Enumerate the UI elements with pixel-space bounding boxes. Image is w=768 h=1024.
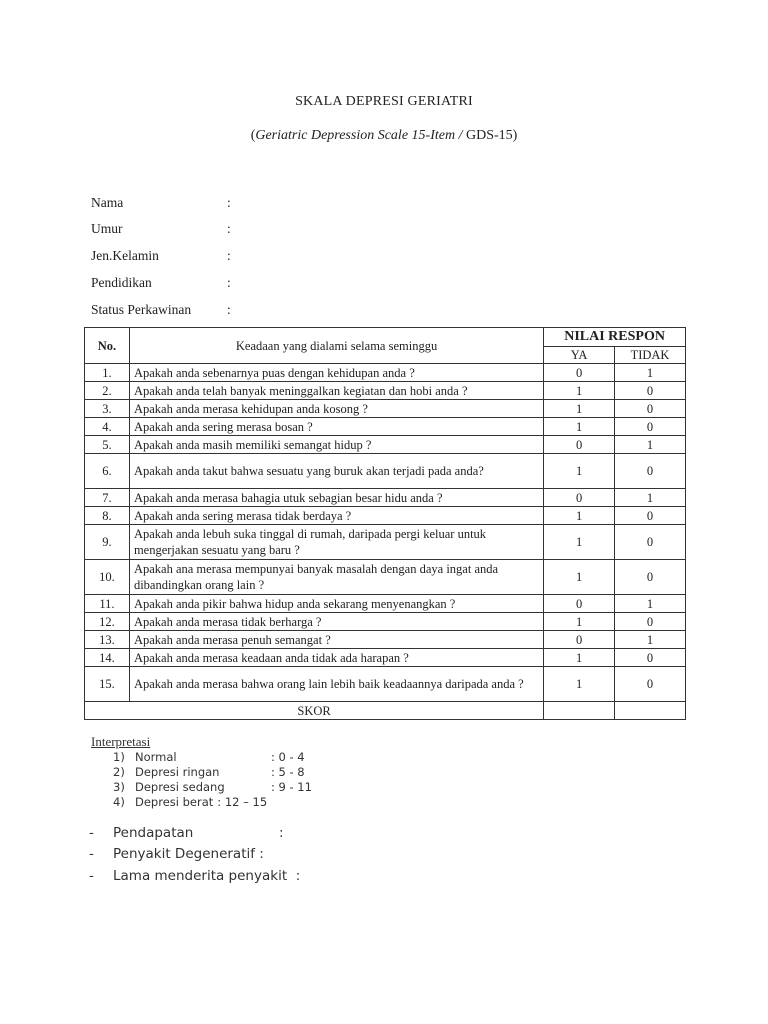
row-tidak: 0 bbox=[615, 454, 686, 489]
item-number: 4) bbox=[113, 795, 125, 809]
item-label: Normal bbox=[135, 750, 177, 764]
header-tidak: TIDAK bbox=[615, 347, 686, 364]
table-row bbox=[85, 649, 686, 667]
interpretasi-item bbox=[113, 750, 312, 765]
extra-field-penyakit bbox=[89, 846, 264, 862]
row-tidak: 1 bbox=[615, 436, 686, 454]
item-value: : 9 - 11 bbox=[271, 780, 312, 794]
row-tidak: 1 bbox=[615, 489, 686, 507]
item-label: Depresi ringan bbox=[135, 765, 220, 779]
info-sep: : bbox=[227, 248, 231, 263]
item-number: 2) bbox=[113, 765, 125, 779]
row-ya: 0 bbox=[544, 595, 615, 613]
row-question: Apakah anda merasa bahwa orang lain lebih baik keadaannya daripada anda ? bbox=[129, 667, 543, 702]
row-question: Apakah anda merasa bahagia utuk sebagian besar hidu anda ? bbox=[129, 489, 543, 507]
extra-label: Penyakit Degeneratif bbox=[113, 846, 255, 862]
row-ya: 1 bbox=[544, 418, 615, 436]
subtitle-rest: GDS-15) bbox=[465, 128, 518, 143]
document-subtitle bbox=[0, 128, 768, 144]
bullet-dash: - bbox=[89, 868, 94, 884]
row-question: Apakah anda merasa tidak berharga ? bbox=[129, 613, 543, 631]
row-ya: 1 bbox=[544, 382, 615, 400]
row-ya: 1 bbox=[544, 525, 615, 560]
row-question: Apakah ana merasa mempunyai banyak masalah dengan daya ingat anda dibandingkan orang lain ? bbox=[129, 560, 543, 595]
row-question: Apakah anda merasa keadaan anda tidak ada harapan ? bbox=[129, 649, 543, 667]
row-ya: 0 bbox=[544, 631, 615, 649]
row-tidak: 0 bbox=[615, 667, 686, 702]
info-label: Nama bbox=[91, 195, 124, 210]
skor-ya-cell[interactable] bbox=[544, 702, 615, 720]
row-no: 2. bbox=[85, 382, 130, 400]
info-sep: : bbox=[227, 221, 231, 236]
row-question: Apakah anda telah banyak meninggalkan kegiatan dan hobi anda ? bbox=[129, 382, 543, 400]
row-question: Apakah anda sering merasa tidak berdaya ? bbox=[129, 507, 543, 525]
row-tidak: 0 bbox=[615, 649, 686, 667]
row-no: 5. bbox=[85, 436, 130, 454]
row-no: 15. bbox=[85, 667, 130, 702]
header-nilai-respon: NILAI RESPON bbox=[544, 328, 686, 347]
row-no: 9. bbox=[85, 525, 130, 560]
info-label: Pendidikan bbox=[91, 275, 152, 290]
table-row bbox=[85, 382, 686, 400]
row-no: 10. bbox=[85, 560, 130, 595]
table-row bbox=[85, 525, 686, 560]
header-question: Keadaan yang dialami selama seminggu bbox=[129, 328, 543, 364]
subtitle-open: ( bbox=[250, 128, 256, 143]
extra-sep: : bbox=[279, 825, 284, 841]
item-label: Depresi sedang bbox=[135, 780, 225, 794]
row-no: 8. bbox=[85, 507, 130, 525]
row-no: 12. bbox=[85, 613, 130, 631]
header-ya: YA bbox=[544, 347, 615, 364]
bullet-dash: - bbox=[89, 846, 94, 862]
row-no: 7. bbox=[85, 489, 130, 507]
row-ya: 0 bbox=[544, 489, 615, 507]
row-no: 6. bbox=[85, 454, 130, 489]
row-no: 4. bbox=[85, 418, 130, 436]
table-row bbox=[85, 454, 686, 489]
row-question: Apakah anda lebuh suka tinggal di rumah, daripada pergi keluar untuk mengerjakan sesuatu yang baru ? bbox=[129, 525, 543, 560]
info-sep: : bbox=[227, 195, 231, 210]
row-ya: 1 bbox=[544, 560, 615, 595]
row-question: Apakah anda takut bahwa sesuatu yang buruk akan terjadi pada anda? bbox=[129, 454, 543, 489]
extra-field-lama bbox=[89, 868, 300, 884]
row-ya: 1 bbox=[544, 454, 615, 489]
row-ya: 1 bbox=[544, 613, 615, 631]
extra-field-pendapatan bbox=[89, 825, 284, 841]
row-question: Apakah anda merasa penuh semangat ? bbox=[129, 631, 543, 649]
info-label: Jen.Kelamin bbox=[91, 248, 159, 263]
row-ya: 1 bbox=[544, 667, 615, 702]
interpretasi-section bbox=[91, 734, 312, 810]
info-field-nama bbox=[91, 195, 231, 211]
row-ya: 0 bbox=[544, 364, 615, 382]
row-tidak: 1 bbox=[615, 595, 686, 613]
table-row bbox=[85, 631, 686, 649]
table-row bbox=[85, 560, 686, 595]
interpretasi-item bbox=[113, 765, 312, 780]
table-row bbox=[85, 613, 686, 631]
info-sep: : bbox=[227, 302, 231, 317]
interpretasi-item bbox=[113, 780, 312, 795]
row-tidak: 0 bbox=[615, 400, 686, 418]
bullet-dash: - bbox=[89, 825, 94, 841]
item-value: : 0 - 4 bbox=[271, 750, 305, 764]
header-no: No. bbox=[85, 328, 130, 364]
row-tidak: 0 bbox=[615, 560, 686, 595]
item-number: 3) bbox=[113, 780, 125, 794]
skor-tidak-cell[interactable] bbox=[615, 702, 686, 720]
extra-sep: : bbox=[295, 868, 301, 884]
table-row bbox=[85, 400, 686, 418]
item-number: 1) bbox=[113, 750, 125, 764]
extra-label: Lama menderita penyakit bbox=[113, 868, 288, 884]
row-question: Apakah anda sering merasa bosan ? bbox=[129, 418, 543, 436]
table-row bbox=[85, 667, 686, 702]
row-ya: 1 bbox=[544, 507, 615, 525]
gds-table bbox=[84, 327, 686, 720]
row-tidak: 0 bbox=[615, 525, 686, 560]
skor-row bbox=[85, 702, 686, 720]
row-no: 13. bbox=[85, 631, 130, 649]
info-field-pendidikan bbox=[91, 275, 231, 291]
table-row bbox=[85, 489, 686, 507]
row-no: 11. bbox=[85, 595, 130, 613]
row-no: 14. bbox=[85, 649, 130, 667]
row-ya: 1 bbox=[544, 649, 615, 667]
interpretasi-item bbox=[113, 795, 312, 810]
info-field-umur bbox=[91, 221, 231, 237]
skor-label: SKOR bbox=[85, 702, 544, 720]
row-tidak: 0 bbox=[615, 382, 686, 400]
info-sep: : bbox=[227, 275, 231, 290]
info-field-jenis-kelamin bbox=[91, 248, 231, 264]
info-label: Umur bbox=[91, 221, 123, 236]
row-tidak: 0 bbox=[615, 613, 686, 631]
info-label: Status Perkawinan bbox=[91, 302, 192, 317]
row-no: 1. bbox=[85, 364, 130, 382]
table-row bbox=[85, 436, 686, 454]
row-ya: 0 bbox=[544, 436, 615, 454]
subtitle-italic: Geriatric Depression Scale 15-Item / bbox=[255, 128, 466, 143]
row-tidak: 0 bbox=[615, 418, 686, 436]
item-label: Depresi berat bbox=[135, 795, 214, 809]
row-tidak: 0 bbox=[615, 507, 686, 525]
table-row bbox=[85, 595, 686, 613]
extra-label: Pendapatan bbox=[113, 825, 194, 841]
info-field-status bbox=[91, 302, 231, 318]
item-value: : 12 – 15 bbox=[217, 795, 268, 809]
row-no: 3. bbox=[85, 400, 130, 418]
row-question: Apakah anda merasa kehidupan anda kosong ? bbox=[129, 400, 543, 418]
table-row bbox=[85, 418, 686, 436]
row-question: Apakah anda masih memiliki semangat hidup ? bbox=[129, 436, 543, 454]
table-row bbox=[85, 364, 686, 382]
row-question: Apakah anda pikir bahwa hidup anda sekarang menyenangkan ? bbox=[129, 595, 543, 613]
table-row bbox=[85, 507, 686, 525]
interpretasi-heading: Interpretasi bbox=[91, 734, 151, 749]
item-value: : 5 - 8 bbox=[271, 765, 305, 779]
row-tidak: 1 bbox=[615, 631, 686, 649]
row-tidak: 1 bbox=[615, 364, 686, 382]
row-ya: 1 bbox=[544, 400, 615, 418]
document-title: SKALA DEPRESI GERIATRI bbox=[295, 94, 473, 109]
row-question: Apakah anda sebenarnya puas dengan kehidupan anda ? bbox=[129, 364, 543, 382]
extra-sep: : bbox=[259, 846, 264, 862]
